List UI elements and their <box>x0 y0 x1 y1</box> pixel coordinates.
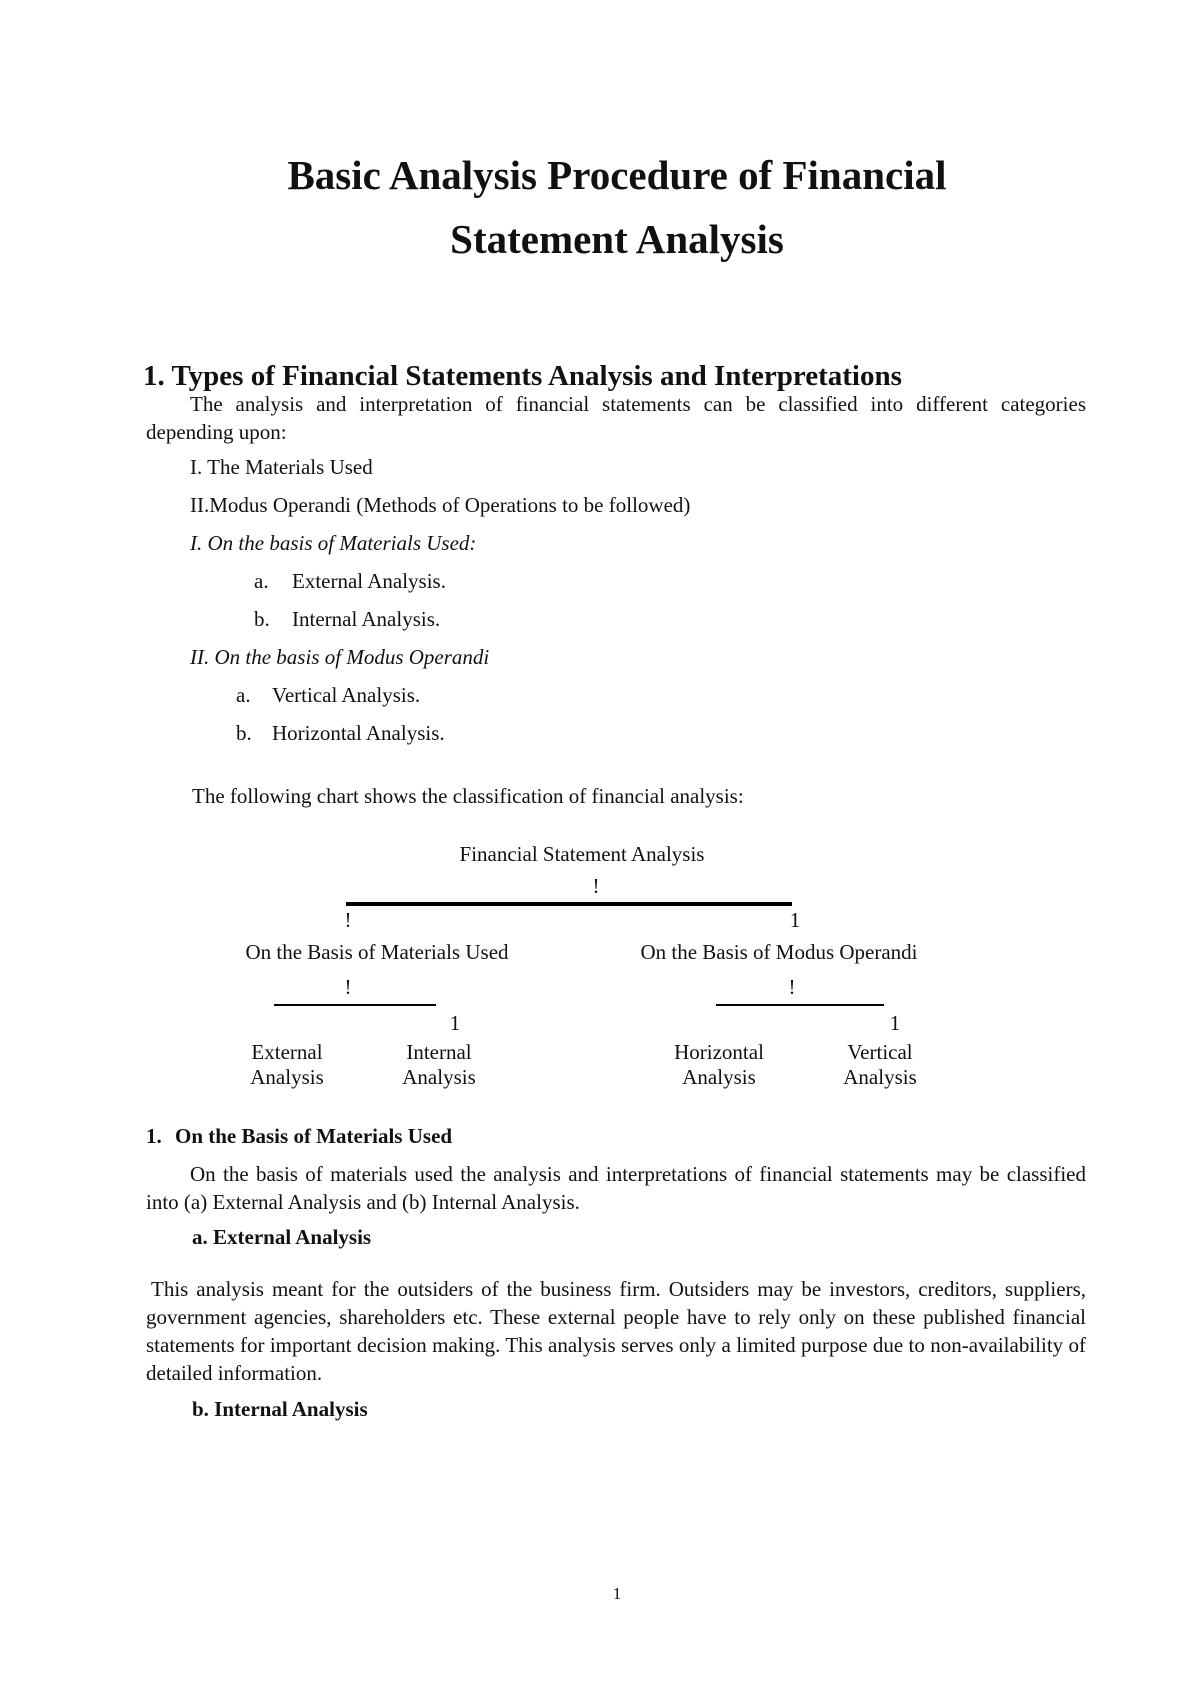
chart-leaf-line: Vertical <box>847 1040 913 1064</box>
chart-right-connector <box>716 1004 884 1006</box>
chart-leaf-horizontal <box>674 1040 764 1090</box>
chart-leaf-line: Horizontal <box>674 1040 764 1064</box>
chart-leaf-vertical <box>843 1040 917 1090</box>
list-marker: a. <box>236 683 251 707</box>
title-line-2: Statement Analysis <box>450 216 784 262</box>
list-item: Horizontal Analysis. <box>272 721 445 745</box>
chart-left-branch: On the Basis of Materials Used <box>245 940 509 964</box>
list-marker: a. <box>254 569 269 593</box>
chart-leaf-line: Internal <box>406 1040 472 1064</box>
chart-left-connector <box>274 1004 436 1006</box>
chart-left-sub-mark2: 1 <box>449 1011 461 1035</box>
basis-paragraph: On the basis of materials used the analysis and interpretations of financial statements may be classified into (a) External Analysis and (b) Internal Analysis. <box>146 1162 1086 1214</box>
chart-leaf-external <box>250 1040 324 1090</box>
chart-leaf-internal <box>402 1040 476 1090</box>
chart-right-branch: On the Basis of Modus Operandi <box>640 940 918 964</box>
list-item: External Analysis. <box>292 569 446 593</box>
chart-root-connector <box>346 902 792 906</box>
chart-root: Financial Statement Analysis <box>459 842 705 866</box>
intro-paragraph: The analysis and interpretation of financial statements can be classified into different categories depending upon: <box>146 392 1086 444</box>
chart-right-sub-mark: ! <box>788 975 796 999</box>
modus-heading: II. On the basis of Modus Operandi <box>190 645 490 669</box>
chart-right-mark: 1 <box>789 908 801 932</box>
basis-heading: On the Basis of Materials Used <box>175 1124 453 1148</box>
basis-heading-number: 1. <box>146 1124 162 1148</box>
chart-leaf-line: Analysis <box>402 1065 476 1089</box>
chart-root-mark: ! <box>592 874 600 898</box>
chart-leaf-line: Analysis <box>682 1065 756 1089</box>
external-paragraph: This analysis meant for the outsiders of the business firm. Outsiders may be investors, creditors, suppliers, government agencies, shareholders etc. These external people have to rely only on these published financial statements for important decision making. This analysis serves only a limited purpose due to non-availability of detailed information. <box>146 1277 1086 1385</box>
external-heading: a. External Analysis <box>192 1225 372 1249</box>
internal-heading: b. Internal Analysis <box>192 1397 368 1421</box>
chart-left-mark: ! <box>344 908 352 932</box>
page-number: 1 <box>612 1584 622 1603</box>
chart-intro: The following chart shows the classification of financial analysis: <box>192 784 744 808</box>
chart-leaf-line: External <box>251 1040 323 1064</box>
list-marker: b. <box>254 607 270 631</box>
materials-heading: I. On the basis of Materials Used: <box>190 531 477 555</box>
title-line-1: Basic Analysis Procedure of Financial <box>287 152 947 198</box>
list-item: I. The Materials Used <box>190 455 373 479</box>
list-marker: b. <box>236 721 252 745</box>
chart-left-sub-mark: ! <box>344 975 352 999</box>
chart-right-sub-mark2: 1 <box>889 1011 901 1035</box>
list-item: Vertical Analysis. <box>272 683 421 707</box>
list-item: II.Modus Operandi (Methods of Operations to be followed) <box>190 493 691 517</box>
chart-leaf-line: Analysis <box>843 1065 917 1089</box>
document-title <box>0 143 1200 271</box>
list-item: Internal Analysis. <box>292 607 441 631</box>
chart-leaf-line: Analysis <box>250 1065 324 1089</box>
section-heading: 1. Types of Financial Statements Analysis and Interpretations <box>143 360 902 392</box>
